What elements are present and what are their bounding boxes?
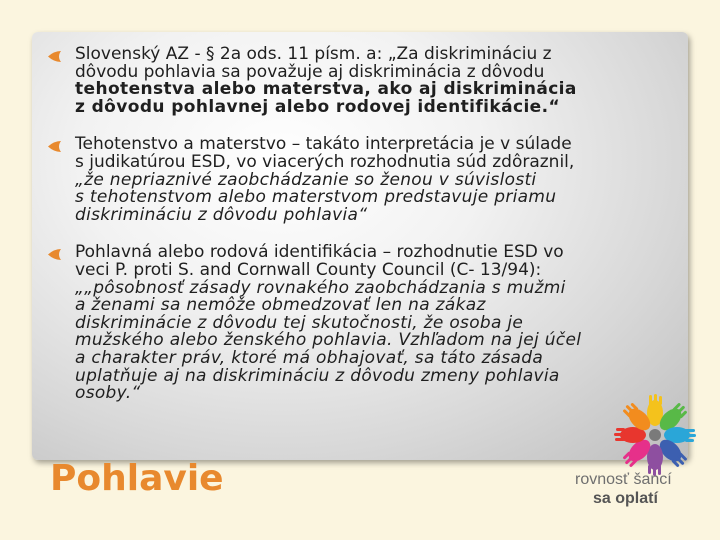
bullet-line: Slovenský AZ - § 2a ods. 11 písm. a: „Za diskrimináciu z [75,44,552,64]
bullet-line: dôvodu pohlavia sa považuje aj diskriminácia z dôvodu [75,61,545,82]
bullet-line: „že nepriaznivé zaobchádzanie so ženou v súvislosti [75,169,537,190]
bullet-line: veci P. proti S. and Cornwall County Council (C- 13/94): [75,259,542,280]
bullet-arrow-icon [48,249,61,260]
bullet-line: osoby.“ [75,383,141,404]
colorful-hands-logo-icon [610,390,700,480]
bullet-line: a charakter práv, ktoré má obhajovať, sa táto zásada [75,347,544,368]
bullet-line: s tehotenstvom alebo materstvom predstavuje priamu [75,187,557,208]
bullet-line: diskrimináciu z dôvodu pohlavia“ [75,204,368,225]
bullet-item-tehotenstvo [45,136,675,224]
bullet-line: diskriminácie z dôvodu tej skutočnosti, že osoba je [75,312,524,333]
bullet-line: uplatňuje aj na diskrimináciu z dôvodu zmeny pohlavia [75,365,560,386]
bullet-line: „„pôsobnosť zásady rovnakého zaobchádzania s mužmi [75,277,566,298]
bullet-item-identifikacia [45,244,675,402]
bullet-line: mužského alebo ženského pohlavia. Vzhľadom na jej účel [75,330,582,351]
bullet-line: Pohlavná alebo rodová identifikácia – rozhodnutie ESD vo [75,242,564,263]
logo-tagline-line1: rovnosť šancí [575,471,672,488]
bullet-line: z dôvodu pohlavnej alebo rodovej identifikácie.“ [75,96,561,117]
slide-title: Pohlavie [50,458,224,499]
bullet-list [45,46,675,423]
bullet-line: Tehotenstvo a materstvo – takáto interpretácia je v súlade [75,134,572,155]
bullet-line: a ženami sa nemôže obmedzovať len na zákaz [75,295,486,316]
bullet-item-az [45,46,675,116]
logo-tagline-line2: sa oplatí [593,490,658,507]
bullet-arrow-icon [48,141,61,152]
bullet-arrow-icon [48,51,61,62]
bullet-line: tehotenstva alebo materstva, ako aj diskriminácia [75,79,577,100]
bullet-line: s judikatúrou ESD, vo viacerých rozhodnutia súd zdôraznil, [75,151,575,172]
